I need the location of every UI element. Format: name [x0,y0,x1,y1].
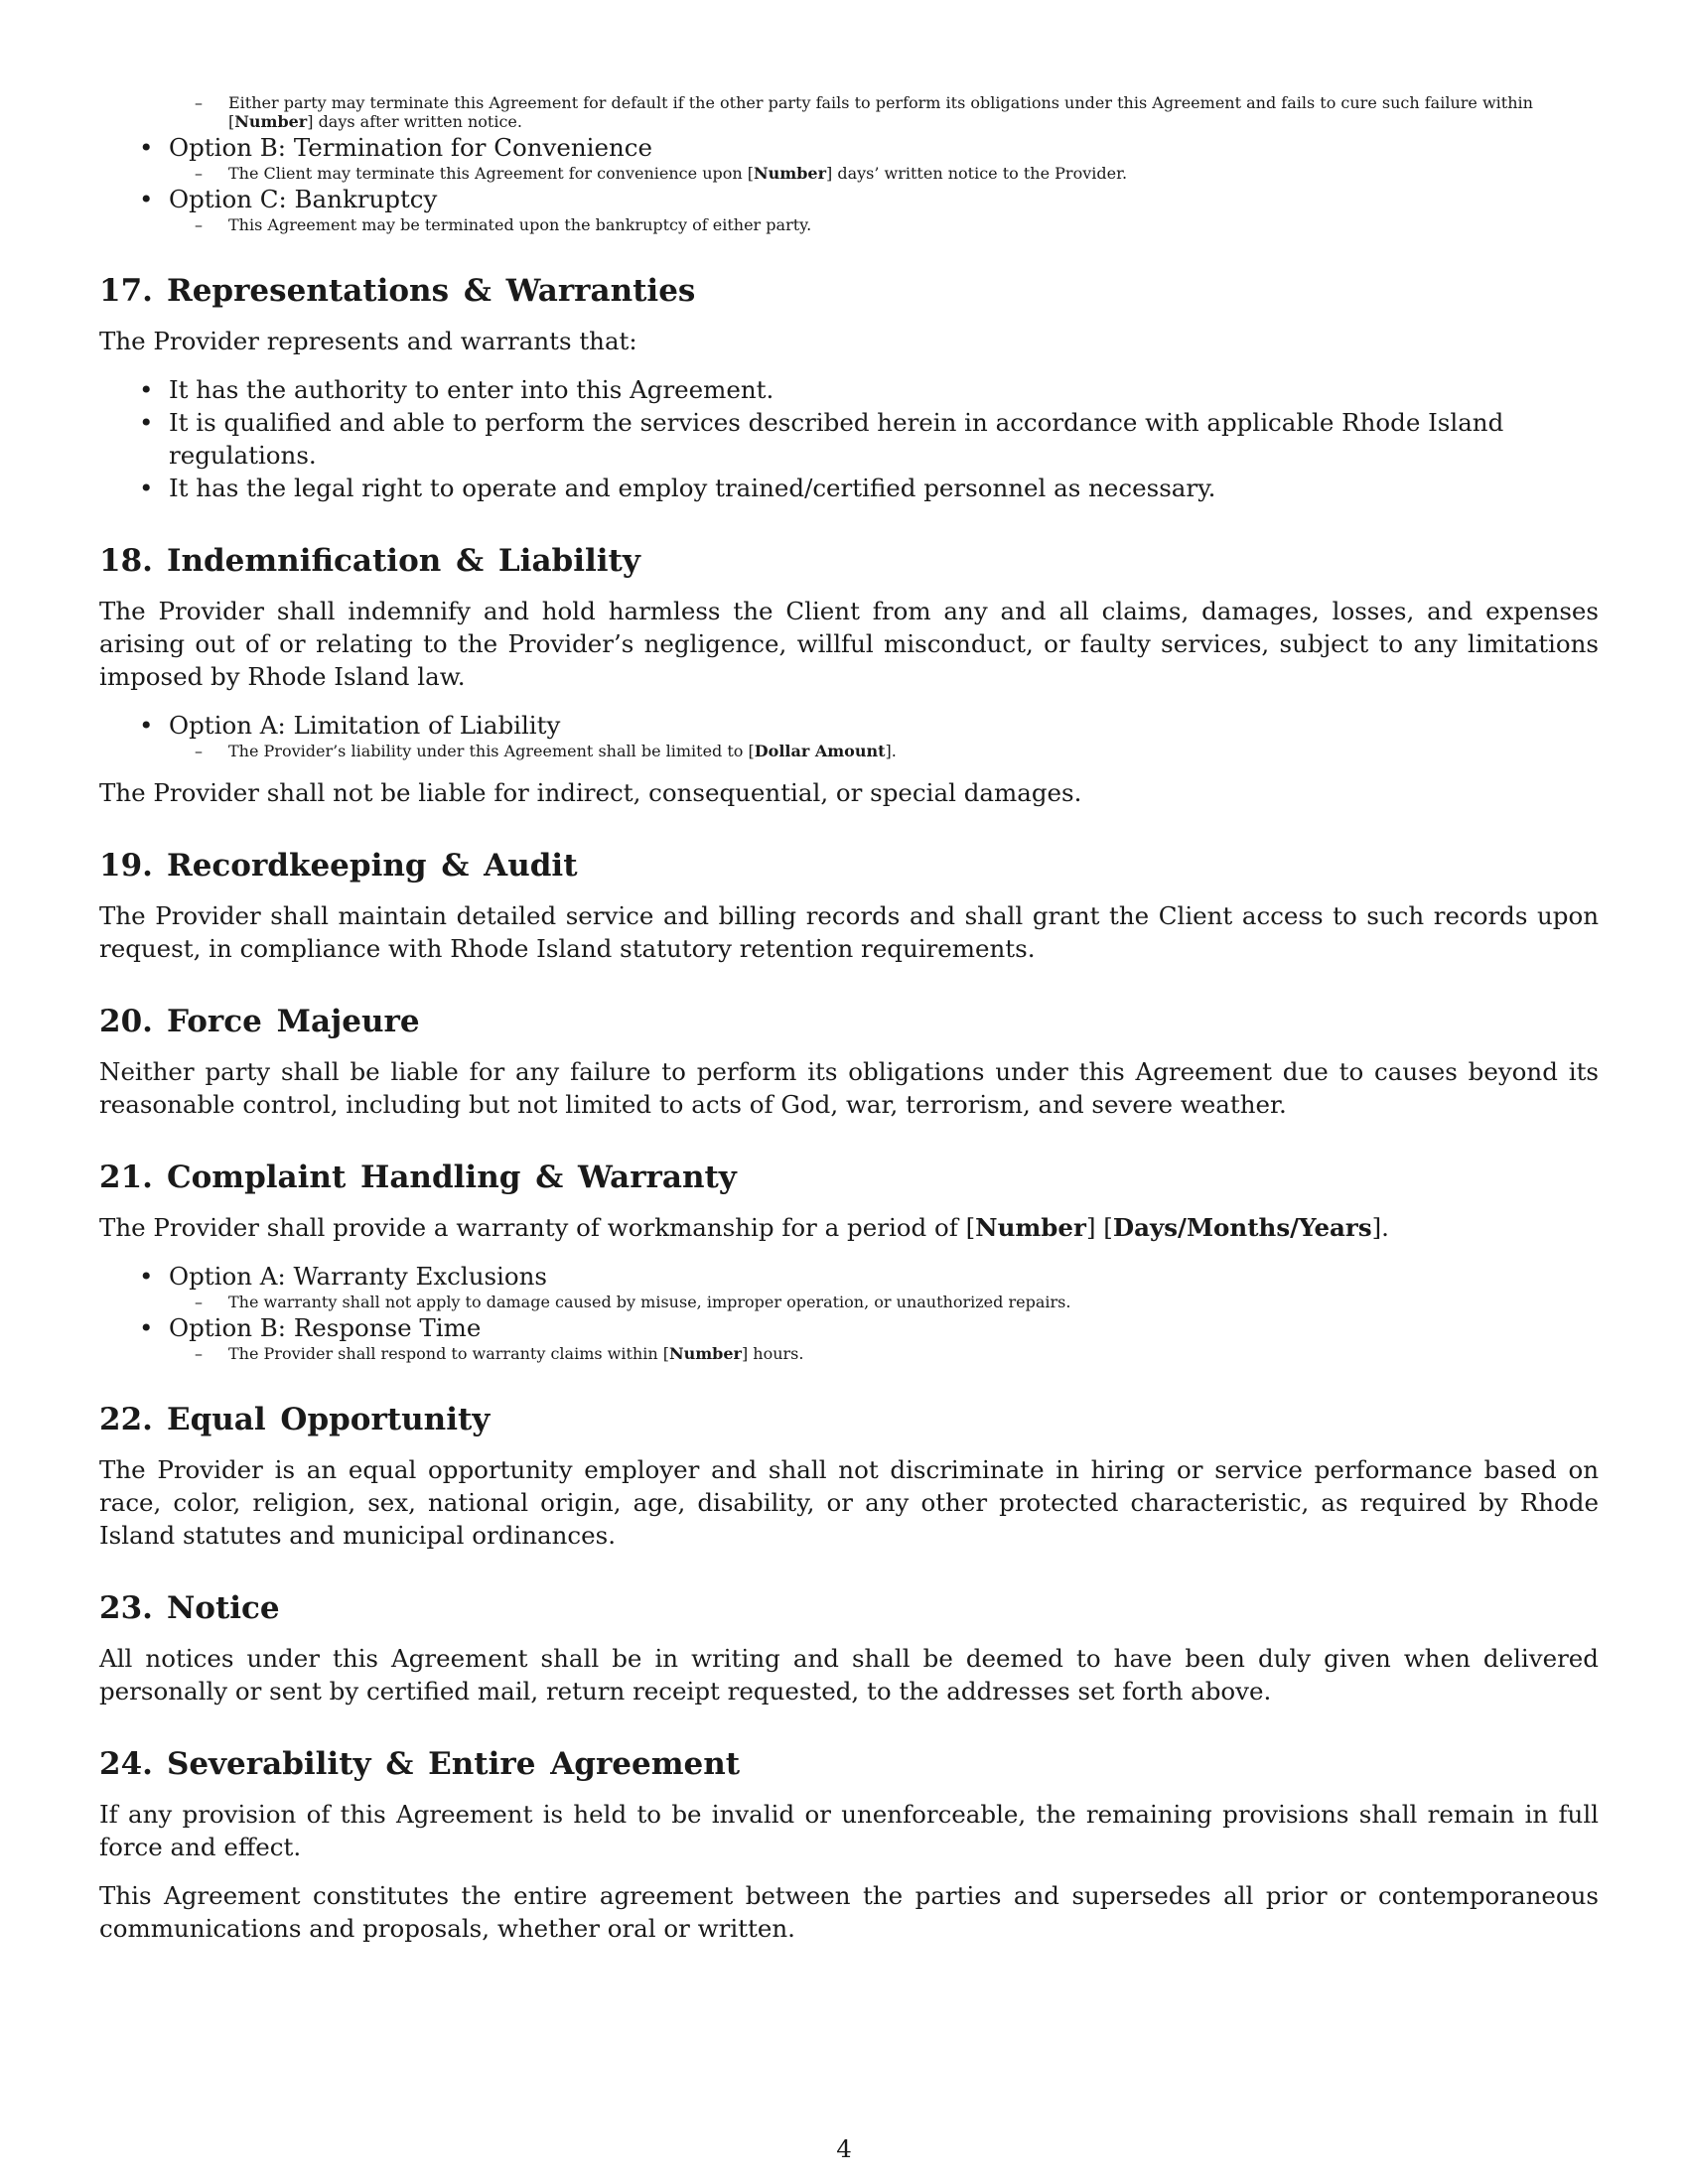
list-item-option-a: • Option A: Limitation of Liability [139,711,561,740]
section-24-body-2: This Agreement constitutes the entire agreement between the parties and supersedes all prior or contemporaneous communications and proposals, whether oral or written. [99,1881,1599,1943]
list-item-option-c: • Option C: Bankruptcy [139,185,438,213]
section-heading-20: 20. Force Majeure [99,1004,420,1039]
section-heading-19: 19. Recordkeeping & Audit [99,848,578,884]
section-20-body: Neither party shall be liable for any failure to perform its obligations under this Agreement due to causes beyond its reasonable control, including but not limited to acts of God, war, terrorism, and severe weather. [99,1057,1599,1119]
option-a-subitem: – The warranty shall not apply to damage caused by misuse, improper operation, or unauthorized repairs. [195,1293,1071,1311]
termination-options-list [99,93,1599,234]
list-item-option-b: • Option B: Termination for Convenience [139,133,652,162]
section-heading-24: 24. Severability & Entire Agreement [99,1746,741,1782]
list-item: • It has the authority to enter into this Agreement. [139,375,774,404]
section-22-body: The Provider is an equal opportunity employer and shall not discriminate in hiring or service performance based on race, color, religion, sex, national origin, age, disability, or any other protected characteristic, as required by Rhode Island statutes and municipal ordinances. [99,1455,1599,1550]
page-number: 4 [836,2134,852,2163]
section-18-after: The Provider shall not be liable for indirect, consequential, or special damages. [99,778,1082,807]
section-18-body: The Provider shall indemnify and hold harmless the Client from any and all claims, damages, losses, and expenses arising out of or relating to the Provider’s negligence, willful misconduct, or faulty services, subject to any limitations imposed by Rhode Island law. [99,597,1599,691]
section-heading-21: 21. Complaint Handling & Warranty [99,1160,737,1195]
warranties-list [99,373,1599,504]
liability-options-list [99,709,1599,760]
list-item-option-b: • Option B: Response Time [139,1313,482,1342]
section-24-body-1: If any provision of this Agreement is held to be invalid or unenforceable, the remaining provisions shall remain in full force and effect. [99,1800,1599,1861]
section-21-body: The Provider shall provide a warranty of workmanship for a period of [Number] [Days/Months/Years]. [99,1213,1389,1242]
section-23-body: All notices under this Agreement shall be in writing and shall be deemed to have been duly given when delivered personally or sent by certified mail, return receipt requested, to the addresses set forth above. [99,1644,1599,1706]
list-item: • It is qualified and able to perform the services described herein in accordance with applicable Rhode Island regulations. [139,408,1504,470]
option-a-subitem: – Either party may terminate this Agreement for default if the other party fails to perform its obligations under this Agreement and fails to cure such failure within [Number] days after written notice. [195,93,1533,131]
list-item-option-a: • Option A: Warranty Exclusions [139,1262,547,1291]
list-item: • It has the legal right to operate and employ trained/certified personnel as necessary. [139,474,1216,502]
section-heading-17: 17. Representations & Warranties [99,273,696,309]
option-a-subitem: – The Provider’s liability under this Agreement shall be limited to [Dollar Amount]. [195,742,897,760]
option-c-subitem: – This Agreement may be terminated upon the bankruptcy of either party. [195,215,812,234]
option-b-subitem: – The Client may terminate this Agreement for convenience upon [Number] days’ written notice to the Provider. [195,164,1128,183]
document-page [99,93,1599,1961]
option-b-subitem: – The Provider shall respond to warranty claims within [Number] hours. [195,1344,804,1363]
warranty-options-list [99,1260,1599,1363]
section-heading-22: 22. Equal Opportunity [99,1402,491,1437]
section-heading-18: 18. Indemnification & Liability [99,543,640,579]
section-heading-23: 23. Notice [99,1590,280,1626]
section-17-intro: The Provider represents and warrants that: [99,327,637,355]
section-19-body: The Provider shall maintain detailed service and billing records and shall grant the Client access to such records upon request, in compliance with Rhode Island statutory retention requirements. [99,901,1599,963]
